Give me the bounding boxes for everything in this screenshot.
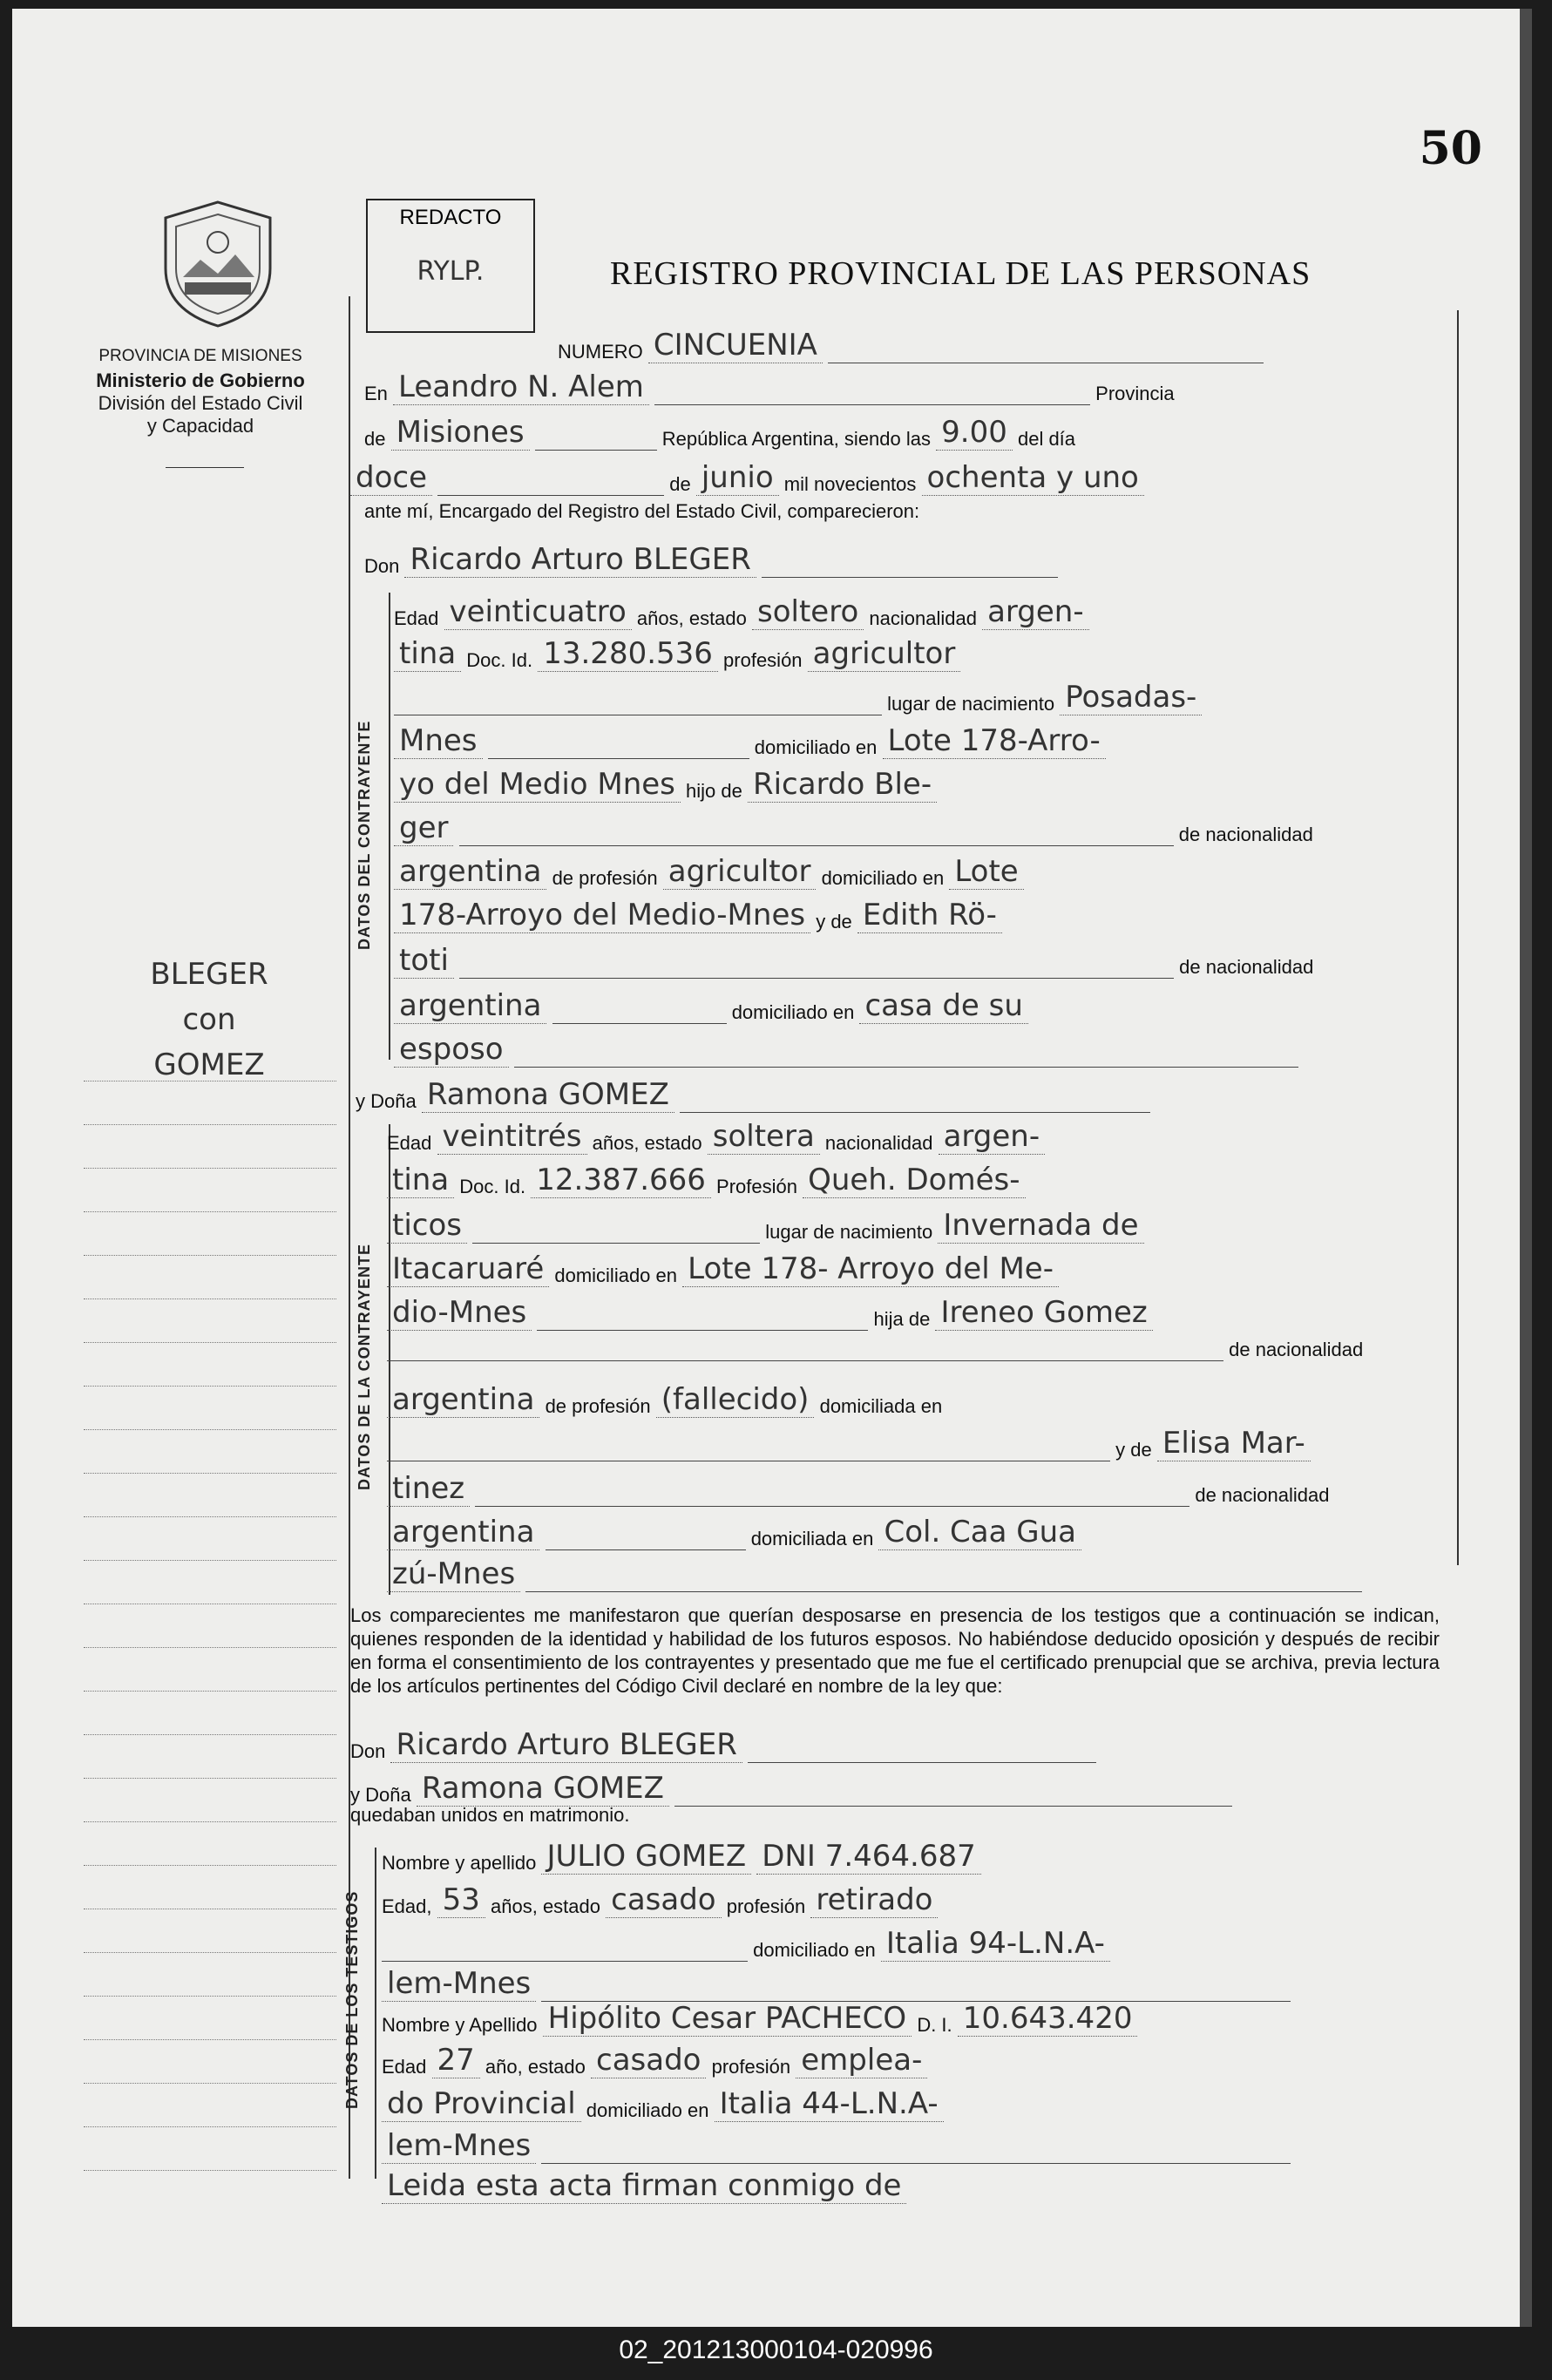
province-label: PROVINCIA DE MISIONES: [98, 347, 302, 365]
margin-dotted-line: [84, 1386, 336, 1387]
f-doc-row: tina Doc. Id. 12.387.666 Profesión Queh. Domés-: [387, 1163, 1026, 1201]
f-edad-row: Edad veintitrés años, estado soltera nacionalidad argen-: [387, 1119, 1045, 1157]
margin-dotted-line: [84, 1734, 336, 1735]
c-pprof-row: argentina de profesión agricultor domiciliado en Lote: [394, 854, 1024, 892]
dia-value: doce: [350, 460, 432, 496]
page-number: 50: [1419, 122, 1482, 175]
margin-dotted-line: [84, 1778, 336, 1779]
testigos-rule: [375, 1848, 376, 2179]
f-zu-row: zú-Mnes: [387, 1556, 1362, 1595]
c-edad-row: Edad veinticuatro años, estado soltero nacionalidad argen-: [394, 594, 1089, 633]
en-row: En Leandro N. Alem Provincia: [364, 370, 1175, 404]
margin-dotted-line: [84, 1691, 336, 1692]
margin-dotted-line: [84, 1996, 336, 1997]
f-mdomic-row: argentina domiciliada en Col. Caa Gua: [387, 1515, 1081, 1553]
t1-nombre-row: Nombre y apellido JULIO GOMEZ DNI 7.464.687: [382, 1839, 981, 1877]
contrayenta-section-label: DATOS DE LA CONTRAYENTE: [356, 1243, 373, 1490]
margin-dotted-line: [84, 2170, 336, 2171]
dona-value: Ramona GOMEZ: [422, 1077, 674, 1113]
divider: [166, 467, 244, 468]
decl-don-row: Don Ricardo Arturo BLEGER: [350, 1727, 1096, 1766]
cierre-row: Leida esta acta firman conmigo de: [382, 2168, 906, 2207]
dona-row: y Doña Ramona GOMEZ: [356, 1077, 1150, 1115]
margin-dotted-line: [84, 1516, 336, 1517]
fecha-row: doce de junio mil novecientos ochenta y uno: [350, 460, 1144, 498]
mes-value: junio: [696, 460, 779, 496]
t2-edad-row: Edad 27 año, estado casado profesión emplea-: [382, 2043, 927, 2081]
c-mnac-row: toti de nacionalidad: [394, 943, 1313, 981]
testigos-section-label: DATOS DE LOS TESTIGOS: [343, 1890, 361, 2109]
t2-domic2-row: lem-Mnes: [382, 2128, 1291, 2166]
don-value: Ricardo Arturo BLEGER: [404, 542, 756, 578]
t1-domic-row: domiciliado en Italia 94-L.N.A-: [382, 1926, 1110, 1964]
anio-value: ochenta y uno: [922, 460, 1144, 496]
numero-row: NUMERO CINCUENIA: [558, 328, 1264, 366]
ante-row: ante mí, Encargado del Registro del Estado Civil, comparecieron:: [364, 500, 920, 522]
c-lugar-row: lugar de nacimiento Posadas-: [394, 680, 1202, 718]
margin-dotted-line: [84, 1821, 336, 1822]
c-esposo-row: esposo: [394, 1032, 1298, 1070]
division-label: División del Estado Civil: [98, 392, 303, 414]
f-madre-row: y de Elisa Mar-: [387, 1426, 1311, 1464]
c-domic-row: Mnes domiciliado en Lote 178-Arro-: [394, 723, 1106, 762]
margin-note-line2: con: [182, 1002, 236, 1037]
f-pnac-row: de nacionalidad: [387, 1339, 1363, 1377]
contrayente-section-label: DATOS DEL CONTRAYENTE: [356, 720, 373, 950]
en-value: Leandro N. Alem: [393, 370, 649, 405]
provincia-value: Misiones: [391, 415, 530, 451]
capacity-label: y Capacidad: [146, 415, 254, 437]
contrayente-rule: [389, 593, 390, 1060]
image-filename: 02_201213000104-020996: [619, 2336, 933, 2364]
provincial-seal-icon: [157, 199, 279, 329]
margin-dotted-line: [84, 1211, 336, 1212]
f-pprof-row: argentina de profesión (fallecido) domiciliada en: [387, 1382, 942, 1421]
margin-dotted-line: [84, 1124, 336, 1125]
margin-dotted-line: [84, 1298, 336, 1299]
margin-dotted-line: [84, 1429, 336, 1430]
redacto-box: [366, 199, 535, 333]
redacto-label: REDACTO: [399, 206, 502, 229]
t1-domic2-row: lem-Mnes: [382, 1966, 1291, 2004]
margin-dotted-line: [84, 1865, 336, 1866]
hora-value: 9.00: [936, 415, 1013, 451]
f-lugar-row: ticos lugar de nacimiento Invernada de: [387, 1208, 1144, 1246]
c-doc-row: tina Doc. Id. 13.280.536 profesión agricultor: [394, 636, 960, 675]
margin-note-line3: GOMEZ: [153, 1048, 265, 1082]
margin-note-line1: BLEGER: [150, 957, 268, 992]
ministry-label: Ministerio de Gobierno: [96, 370, 305, 391]
margin-dotted-line: [84, 1560, 336, 1561]
c-madre-row: 178-Arroyo del Medio-Mnes y de Edith Rö-: [394, 898, 1002, 936]
margin-dotted-line: [84, 2039, 336, 2040]
f-domic-row: Itacaruaré domiciliado en Lote 178- Arroyo del Me-: [387, 1251, 1059, 1290]
t1-edad-row: Edad, 53 años, estado casado profesión retirado: [382, 1882, 938, 1921]
decl-unidos-row: quedaban unidos en matrimonio.: [350, 1804, 630, 1826]
margin-dotted-line: [84, 1255, 336, 1256]
f-hija-row: dio-Mnes hija de Ireneo Gomez: [387, 1295, 1153, 1333]
declaration-paragraph: Los comparecientes me manifestaron que querían desposarse en presencia de los testigos que a continuación se indican, quienes responden de la identidad y habilidad de los futuros esposos. No habiéndose deducido oposición y después de recibir en forma el consentimiento de los contrayentes y presentado que me fue el certificado prenupcial que se archiva, previa lectura de los artículos pertinentes del Código Civil declaré en nombre de la ley que:: [350, 1604, 1440, 1697]
t2-domic-row: do Provincial domiciliado en Italia 44-L.N.A-: [382, 2086, 944, 2125]
margin-dotted-line: [84, 1952, 336, 1953]
don-row: Don Ricardo Arturo BLEGER: [364, 542, 1058, 580]
c-hijo-row: yo del Medio Mnes hijo de Ricardo Ble-: [394, 767, 937, 805]
f-mnac-row: tinez de nacionalidad: [387, 1471, 1329, 1509]
margin-dotted-line: [84, 2126, 336, 2127]
margin-dotted-line: [84, 2083, 336, 2084]
margin-dotted-line: [84, 1473, 336, 1474]
c-pnac-row: ger de nacionalidad: [394, 810, 1313, 849]
t2-nombre-row: Nombre y Apellido Hipólito Cesar PACHECO D. I. 10.643.420: [382, 2001, 1137, 2039]
margin-dotted-line: [84, 1647, 336, 1648]
provincia-row: de Misiones República Argentina, siendo las 9.00 del día: [364, 415, 1076, 450]
numero-value: CINCUENIA: [648, 328, 823, 363]
registry-title: REGISTRO PROVINCIAL DE LAS PERSONAS: [610, 255, 1311, 292]
margin-dotted-line: [84, 1168, 336, 1169]
c-mdomic-row: argentina domiciliado en casa de su: [394, 988, 1028, 1027]
decl-dona-row: y Doña Ramona GOMEZ: [350, 1771, 1232, 1809]
right-column-rule: [1457, 310, 1459, 1565]
redacto-value: RYLP.: [417, 256, 485, 287]
margin-dotted-line: [84, 1342, 336, 1343]
